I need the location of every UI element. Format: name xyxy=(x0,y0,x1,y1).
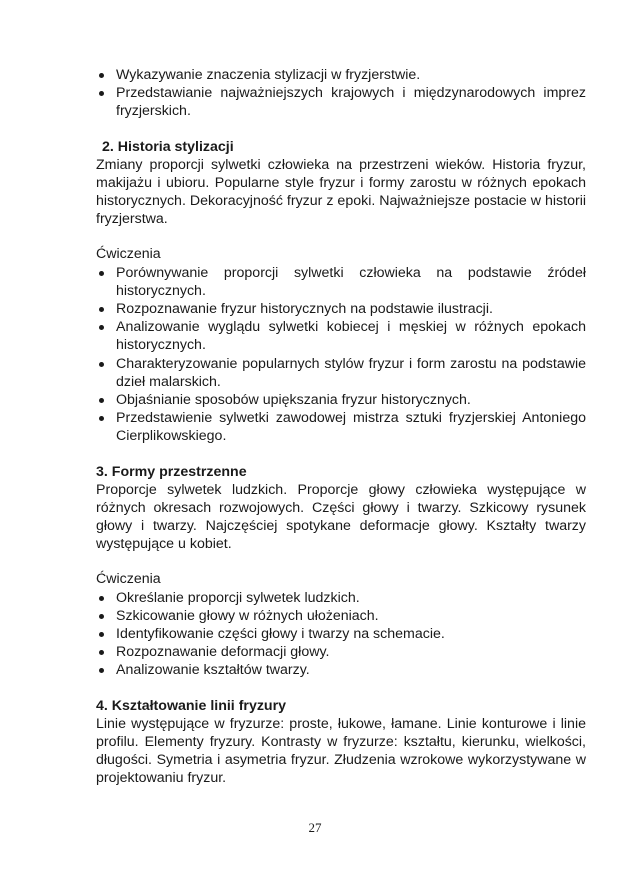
list-item: Rozpoznawanie deformacji głowy. xyxy=(96,643,586,661)
list-item: Analizowanie kształtów twarzy. xyxy=(96,661,586,679)
section-text: Linie występujące w fryzurze: proste, łukowe, łamane. Linie konturowe i linie profilu. Elementy fryzury. Kontrasty w fryzurze: kształtu, kierunku, wielkości, długości. Symetria i asymetria fryzur. Złudzenia wzrokowe wykorzystywane w projektowaniu fryzur. xyxy=(96,715,586,787)
section-text: Proporcje sylwetek ludzkich. Proporcje głowy człowieka występujące w różnych okresach rozwojowych. Części głowy i twarzy. Szkicowy rysunek głowy i twarzy. Najczęściej spotykane deformacje głowy. Kształty twarzy występujące u kobiet. xyxy=(96,481,586,553)
exercises-label: Ćwiczenia xyxy=(96,246,161,263)
exercises-label: Ćwiczenia xyxy=(96,571,161,588)
section-formy-przestrzenne xyxy=(96,463,586,680)
list-item: Analizowanie wyglądu sylwetki kobiecej i męskiej w różnych epokach historycznych. xyxy=(96,318,586,354)
exercises-list xyxy=(96,264,586,446)
list-item: Przedstawianie najważniejszych krajowych i międzynarodowych imprez fryzjerskich. xyxy=(96,84,586,120)
section-heading: 4. Kształtowanie linii fryzury xyxy=(96,697,287,714)
list-item: Określanie proporcji sylwetek ludzkich. xyxy=(96,589,586,607)
list-item: Przedstawienie sylwetki zawodowej mistrza sztuki fryzjerskiej Antoniego Cierplikowskiego. xyxy=(96,409,586,445)
list-item: Charakteryzowanie popularnych stylów fryzur i form zarostu na podstawie dzieł malarskich. xyxy=(96,355,586,391)
intro-bullet-list xyxy=(96,66,586,121)
list-item: Wykazywanie znaczenia stylizacji w fryzjerstwie. xyxy=(96,66,586,84)
list-item: Rozpoznawanie fryzur historycznych na podstawie ilustracji. xyxy=(96,300,586,318)
section-heading: 2. Historia stylizacji xyxy=(102,138,234,155)
document-page xyxy=(96,66,586,788)
section-text: Zmiany proporcji sylwetki człowieka na przestrzeni wieków. Historia fryzur, makijażu i ubioru. Popularne style fryzur i formy zarostu w różnych epokach historycznych. Dekoracyjność fryzur z epoki. Najważniejsze postacie w historii fryzjerstwa. xyxy=(96,156,586,228)
section-historia-stylizacji xyxy=(96,138,586,446)
exercises-list xyxy=(96,589,586,680)
section-ksztaltowanie-linii-fryzury xyxy=(96,697,586,788)
list-item: Porównywanie proporcji sylwetki człowieka na podstawie źródeł historycznych. xyxy=(96,264,586,300)
page-number: 27 xyxy=(308,820,322,835)
list-item: Objaśnianie sposobów upiększania fryzur historycznych. xyxy=(96,391,586,409)
list-item: Szkicowanie głowy w różnych ułożeniach. xyxy=(96,607,586,625)
list-item: Identyfikowanie części głowy i twarzy na schemacie. xyxy=(96,625,586,643)
section-heading: 3. Formy przestrzenne xyxy=(96,463,247,480)
